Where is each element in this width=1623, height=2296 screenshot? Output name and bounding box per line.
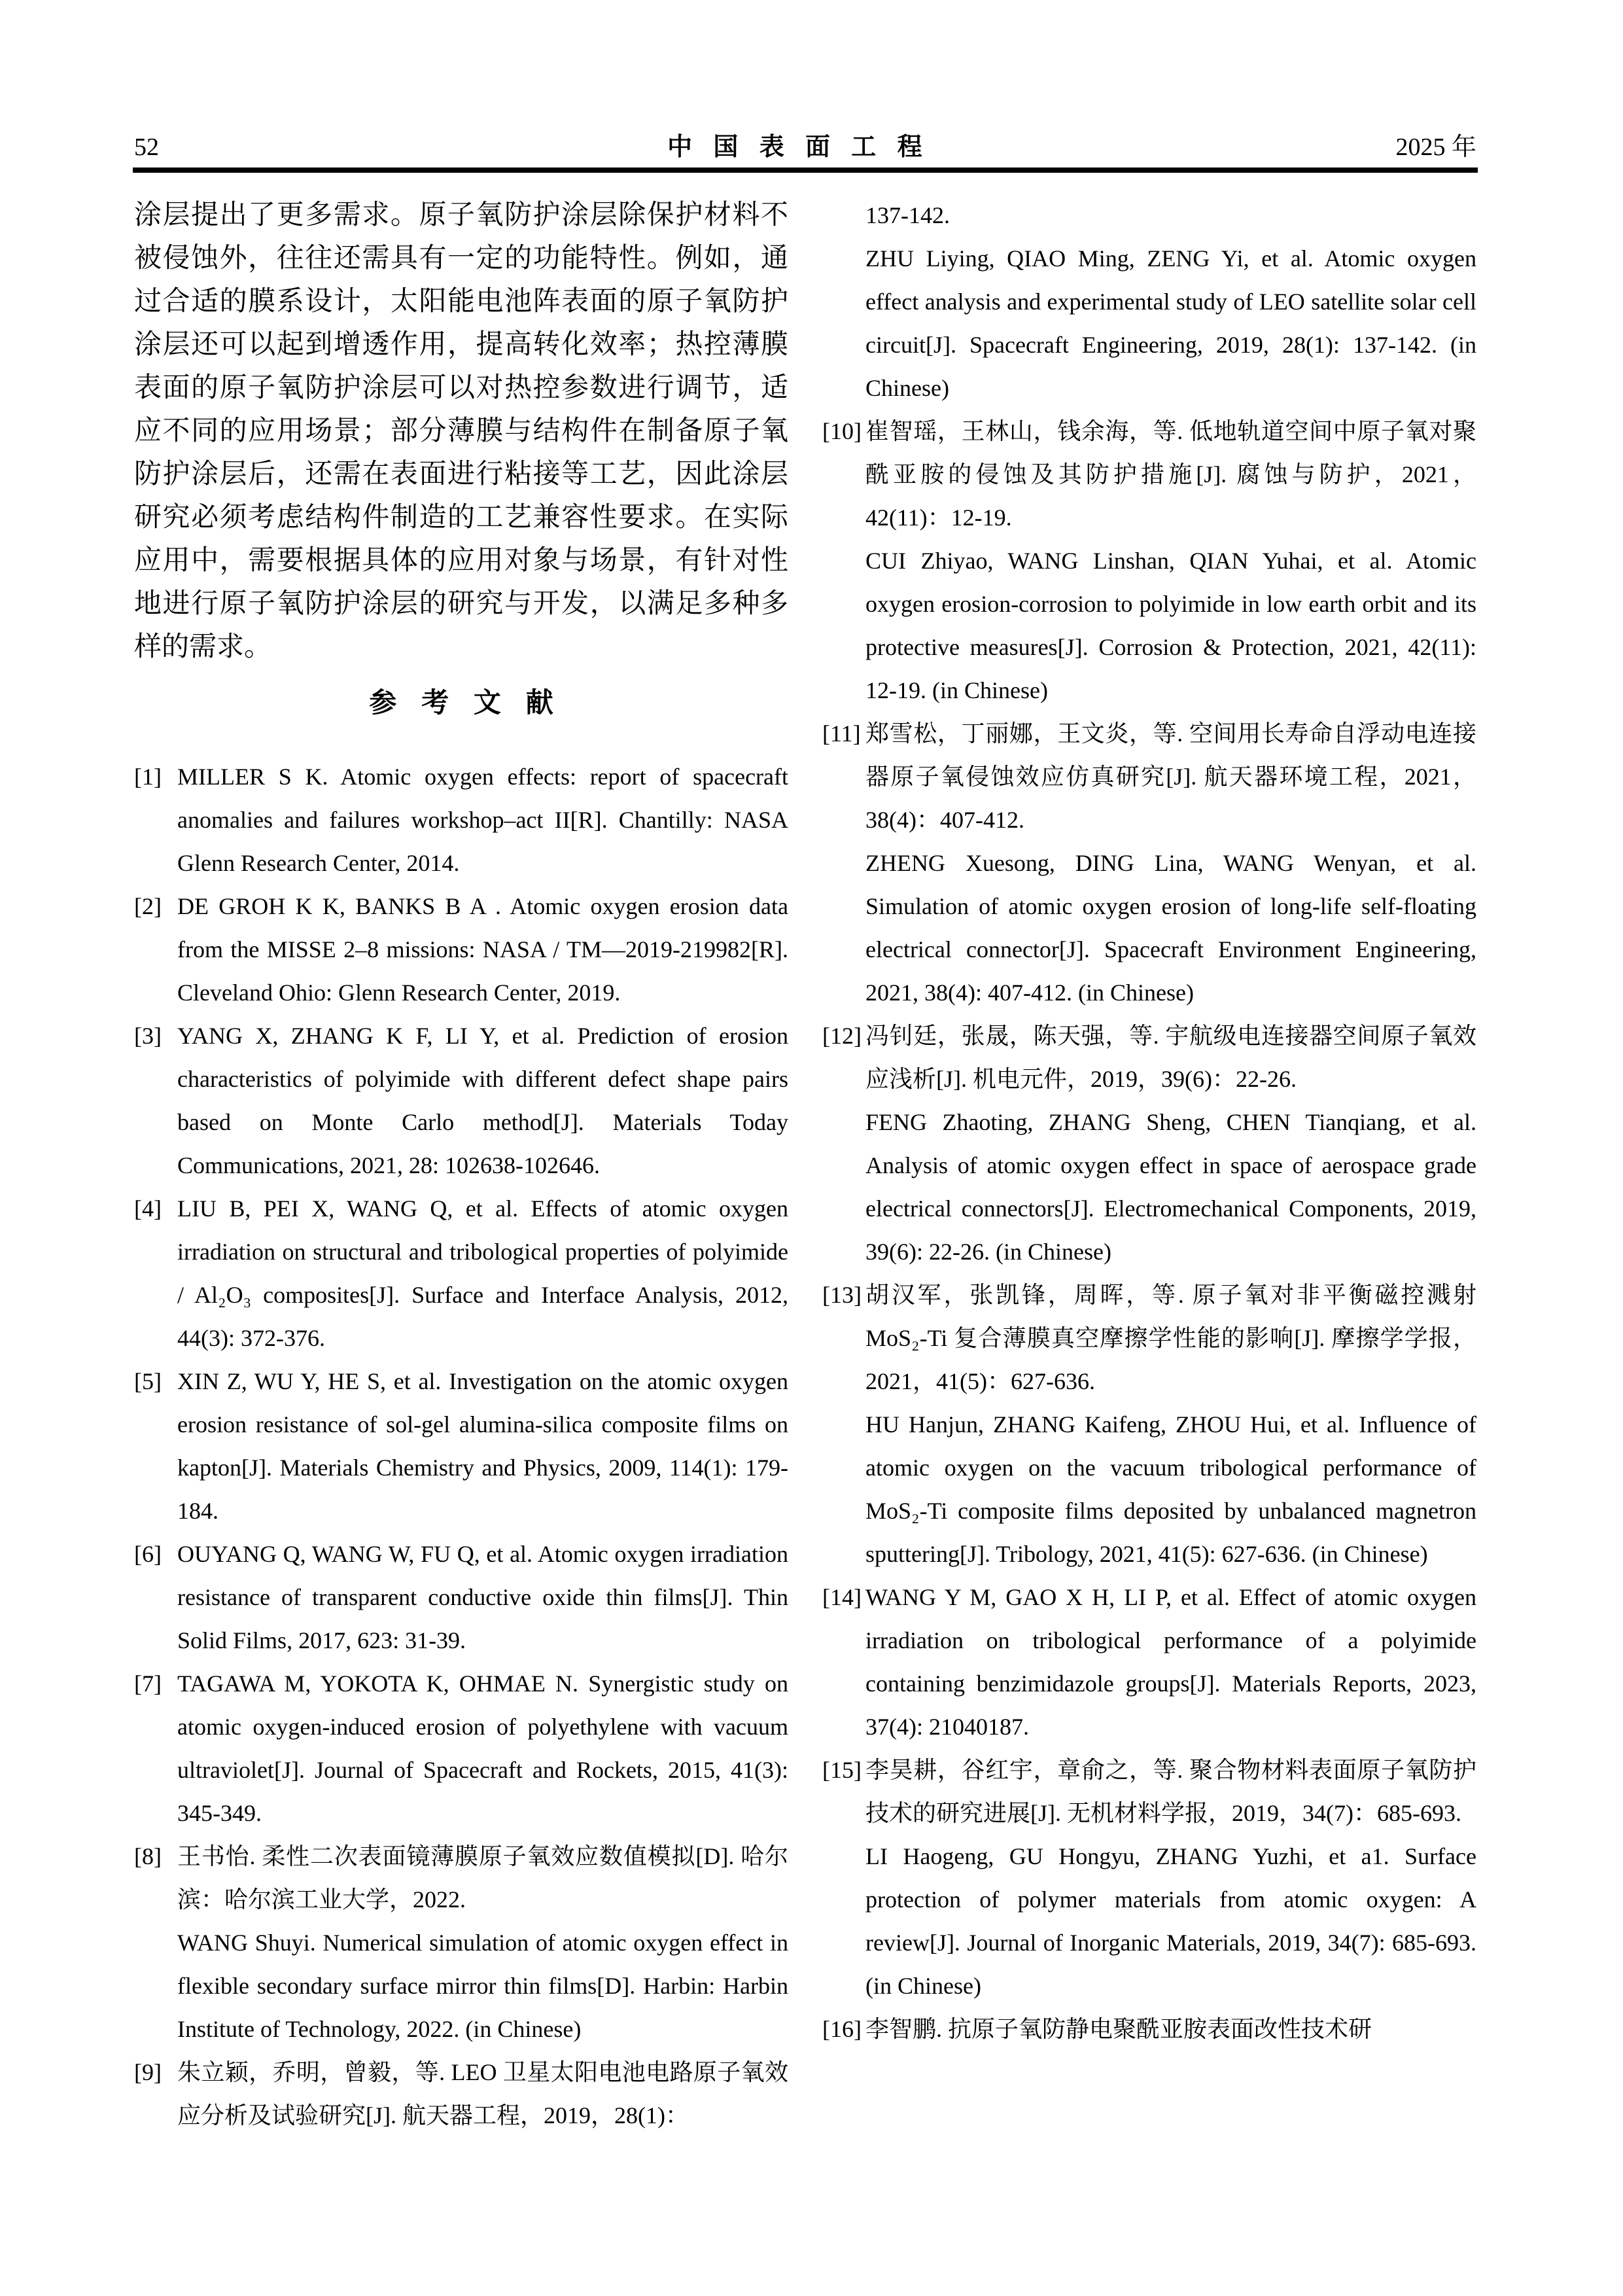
reference-label: [4] <box>134 1195 162 1222</box>
reference-label: [6] <box>134 1541 162 1567</box>
reference-label: [15] <box>822 1757 862 1783</box>
reference-text: 郑雪松，丁丽娜，王文炎，等. 空间用长寿命自浮动电连接器原子氧侵蚀效应仿真研究[J]. 航天器环境工程，2021，38(4)：407-412. <box>865 720 1476 833</box>
reference-text: TAGAWA M, YOKOTA K, OHMAE N. Synergistic study on atomic oxygen-induced erosion of polyethylene with vacuum ultraviolet[J]. Journal of Spacecraft and Rockets, 2015, 41(3): 345-349. <box>177 1670 788 1826</box>
reference-label: [9] <box>134 2059 162 2085</box>
reference-text: 李智鹏. 抗原子氧防静电聚酰亚胺表面改性技术研 <box>865 2016 1372 2042</box>
page-body <box>134 194 1476 2137</box>
reference-text: LIU B, PEI X, WANG Q, et al. Effects of atomic oxygen irradiation on structural and tribological properties of polyimide / Al₂O₃ composites[J]. Surface and Interface Analysis, 2012, 44(3): 372-376. <box>177 1195 788 1351</box>
reference-text: DE GROH K K, BANKS B A . Atomic oxygen erosion data from the MISSE 2–8 missions: NASA / TM—2019-219982[R]. Cleveland Ohio: Glenn Research Center, 2019. <box>177 893 788 1006</box>
reference-item <box>134 1835 788 2051</box>
journal-title: 中国表面工程 <box>667 133 943 161</box>
left-column <box>134 194 788 2137</box>
reference-item <box>822 712 1476 1014</box>
reference-item <box>822 2007 1476 2051</box>
reference-label: [5] <box>134 1368 162 1394</box>
reference-text: 王书怡. 柔性二次表面镜薄膜原子氧效应数值模拟[D]. 哈尔滨：哈尔滨工业大学，2022. <box>177 1843 788 1913</box>
page-year: 2025 年 <box>1395 133 1476 161</box>
right-column <box>822 194 1476 2137</box>
reference-item <box>134 1662 788 1835</box>
reference-text: 朱立颖，乔明，曾毅，等. LEO 卫星太阳电池电路原子氧效应分析及试验研究[J]. 航天器工程，2019，28(1)： <box>177 2059 788 2128</box>
reference-text: MILLER S K. Atomic oxygen effects: report of spacecraft anomalies and failures workshop–act II[R]. Chantilly: NASA Glenn Research Center, 2014. <box>177 764 788 876</box>
reference-text: XIN Z, WU Y, HE S, et al. Investigation on the atomic oxygen erosion resistance of sol-gel alumina-silica composite films on kapton[J]. Materials Chemistry and Physics, 2009, 114(1): 179-184. <box>177 1368 788 1524</box>
reference-item <box>822 1748 1476 2007</box>
reference-item <box>822 1273 1476 1576</box>
page-number: 52 <box>134 133 159 161</box>
reference-item <box>822 1576 1476 1748</box>
reference-text: ZHU Liying, QIAO Ming, ZENG Yi, et al. Atomic oxygen effect analysis and experimental study of LEO satellite solar cell circuit[J]. Spacecraft Engineering, 2019, 28(1): 137-142. (in Chinese) <box>865 245 1476 401</box>
references-heading: 参考文献 <box>369 688 578 718</box>
reference-text: LI Haogeng, GU Hongyu, ZHANG Yuzhi, et a1. Surface protection of polymer materials from atomic oxygen: A review[J]. Journal of Inorganic Materials, 2019, 34(7): 685-693. (in Chinese) <box>865 1843 1476 1999</box>
reference-label: [1] <box>134 764 162 790</box>
reference-list-right <box>822 194 1476 2051</box>
reference-item <box>134 2051 788 2137</box>
reference-item <box>134 1532 788 1662</box>
reference-text: ZHENG Xuesong, DING Lina, WANG Wenyan, et al. Simulation of atomic oxygen erosion of long-life self-floating electrical connector[J]. Spacecraft Environment Engineering, 2021, 38(4): 407-412. (in Chinese) <box>865 850 1476 1006</box>
reference-label: [2] <box>134 893 162 919</box>
reference-item <box>134 1360 788 1532</box>
reference-text: 137-142. <box>865 202 950 228</box>
reference-text: 李昊耕，谷红宇，章俞之，等. 聚合物材料表面原子氧防护技术的研究进展[J]. 无机材料学报，2019，34(7)：685-693. <box>865 1757 1476 1826</box>
reference-label: [3] <box>134 1023 162 1049</box>
reference-item <box>134 885 788 1014</box>
reference-label: [14] <box>822 1584 862 1610</box>
reference-text: FENG Zhaoting, ZHANG Sheng, CHEN Tianqiang, et al. Analysis of atomic oxygen effect in space of aerospace grade electrical connectors[J]. Electromechanical Components, 2019, 39(6): 22-26. (in Chinese) <box>865 1109 1476 1265</box>
reference-item <box>134 1014 788 1187</box>
reference-item <box>822 410 1476 712</box>
reference-label: [11] <box>822 720 861 747</box>
reference-text: OUYANG Q, WANG W, FU Q, et al. Atomic oxygen irradiation resistance of transparent conductive oxide thin films[J]. Thin Solid Films, 2017, 623: 31-39. <box>177 1541 788 1653</box>
running-head <box>134 123 1476 160</box>
reference-text: HU Hanjun, ZHANG Kaifeng, ZHOU Hui, et al. Influence of atomic oxygen on the vacuum tribological performance of MoS₂-Ti composite films deposited by unbalanced magnetron sputtering[J]. Tribology, 2021, 41(5): 627-636. (in Chinese) <box>865 1411 1476 1567</box>
reference-list-left <box>134 755 788 2137</box>
reference-label: [8] <box>134 1843 162 1869</box>
reference-text: 崔智瑶，王林山，钱余海，等. 低地轨道空间中原子氧对聚酰亚胺的侵蚀及其防护措施[J]. 腐蚀与防护，2021，42(11)：12-19. <box>865 418 1476 531</box>
reference-label: [10] <box>822 418 862 444</box>
reference-item <box>822 194 1476 410</box>
reference-label: [13] <box>822 1282 862 1308</box>
intro-paragraph: 涂层提出了更多需求。原子氧防护涂层除保护材料不被侵蚀外，往往还需具有一定的功能特性。例如，通过合适的膜系设计，太阳能电池阵表面的原子氧防护涂层还可以起到增透作用，提高转化效率；热控薄膜表面的原子氧防护涂层可以对热控参数进行调节，适应不同的应用场景；部分薄膜与结构件在制备原子氧防护涂层后，还需在表面进行粘接等工艺，因此涂层研究必须考虑结构件制造的工艺兼容性要求。在实际应用中，需要根据具体的应用对象与场景，有针对性地进行原子氧防护涂层的研究与开发，以满足多种多样的需求。 <box>134 200 788 662</box>
reference-label: [16] <box>822 2016 862 2042</box>
reference-label: [12] <box>822 1023 862 1049</box>
reference-text: YANG X, ZHANG K F, LI Y, et al. Prediction of erosion characteristics of polyimide with different defect shape pairs based on Monte Carlo method[J]. Materials Today Communications, 2021, 28: 102638-102646. <box>177 1023 788 1178</box>
reference-item <box>822 1014 1476 1273</box>
reference-text: WANG Y M, GAO X H, LI P, et al. Effect of atomic oxygen irradiation on tribological performance of a polyimide containing benzimidazole groups[J]. Materials Reports, 2023, 37(4): 21040187. <box>865 1584 1476 1740</box>
reference-item <box>134 1187 788 1360</box>
reference-item <box>134 755 788 885</box>
reference-text: 胡汉军，张凯锋，周晖，等. 原子氧对非平衡磁控溅射 MoS₂-Ti 复合薄膜真空摩擦学性能的影响[J]. 摩擦学学报，2021，41(5)：627-636. <box>865 1282 1476 1394</box>
reference-text: WANG Shuyi. Numerical simulation of atomic oxygen effect in flexible secondary surface mirror thin films[D]. Harbin: Harbin Institute of Technology, 2022. (in Chinese) <box>177 1930 788 2042</box>
header-rule <box>133 168 1478 173</box>
reference-label: [7] <box>134 1670 162 1697</box>
reference-text: CUI Zhiyao, WANG Linshan, QIAN Yuhai, et al. Atomic oxygen erosion-corrosion to polyimide in low earth orbit and its protective measures[J]. Corrosion & Protection, 2021, 42(11): 12-19. (in Chinese) <box>865 548 1476 703</box>
reference-text: 冯钊廷，张晟，陈天强，等. 宇航级电连接器空间原子氧效应浅析[J]. 机电元件，2019，39(6)：22-26. <box>865 1023 1476 1092</box>
